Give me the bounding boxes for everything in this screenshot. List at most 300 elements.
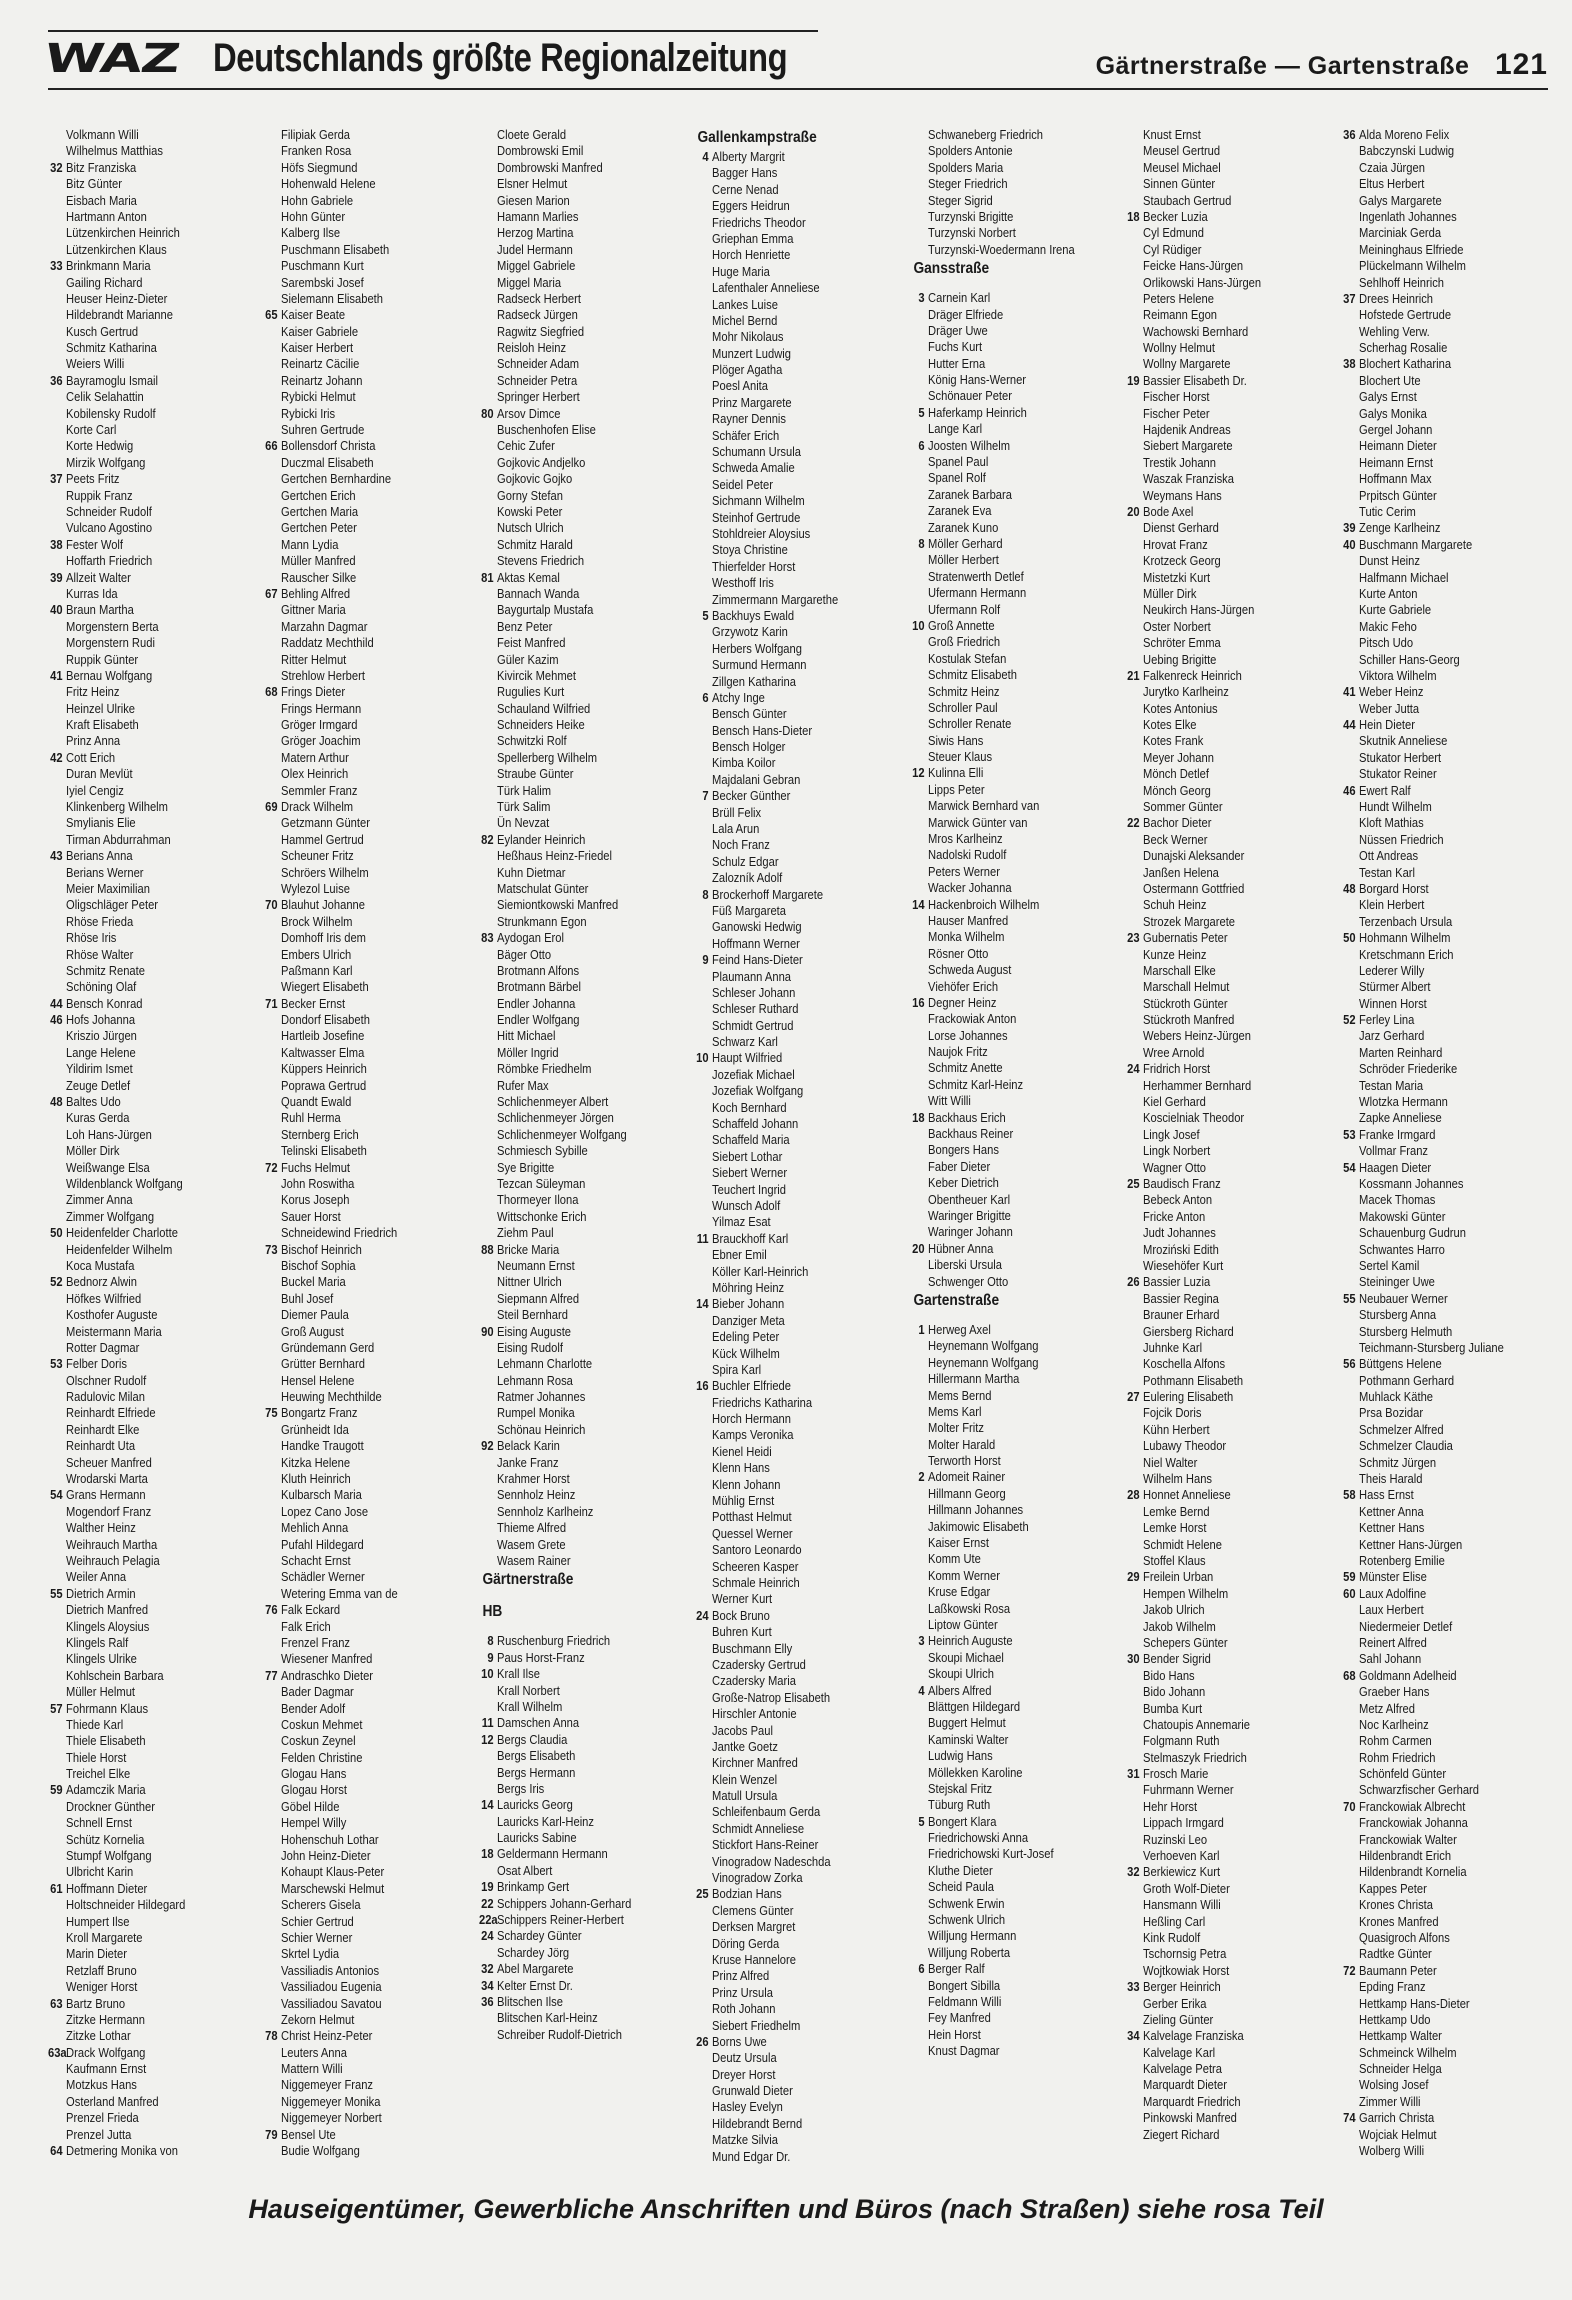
resident-entry bbox=[910, 880, 1090, 896]
resident-entry bbox=[1341, 1750, 1521, 1766]
resident-name: Bensch Holger bbox=[712, 739, 786, 755]
resident-entry bbox=[479, 1732, 659, 1748]
resident-entry bbox=[48, 1094, 228, 1110]
resident-entry bbox=[263, 193, 443, 209]
resident-name: Kalvelage Franziska bbox=[1143, 2028, 1244, 2044]
resident-name: Friedrichowski Kurt-Josef bbox=[927, 1846, 1054, 1862]
resident-name: Herzog Martina bbox=[496, 225, 574, 241]
resident-entry bbox=[263, 1455, 443, 1471]
resident-entry bbox=[48, 1274, 228, 1290]
resident-entry bbox=[1341, 455, 1521, 471]
resident-entry bbox=[263, 324, 443, 340]
resident-entry bbox=[1125, 996, 1305, 1012]
resident-name: Walther Heinz bbox=[66, 1520, 136, 1536]
resident-name: Obentheuer Karl bbox=[927, 1191, 1010, 1207]
resident-name: Meistermann Maria bbox=[66, 1323, 162, 1339]
resident-entry bbox=[910, 176, 1090, 192]
resident-name: Sehlhoff Heinrich bbox=[1358, 274, 1444, 290]
resident-name: Viktora Wilhelm bbox=[1358, 667, 1437, 683]
resident-name: Steuer Klaus bbox=[927, 749, 992, 765]
resident-entry bbox=[910, 929, 1090, 945]
resident-entry bbox=[694, 1182, 874, 1198]
resident-name: Rumpel Monika bbox=[496, 1405, 575, 1421]
resident-entry bbox=[48, 1996, 228, 2012]
resident-entry bbox=[263, 996, 443, 1012]
resident-entry bbox=[910, 749, 1090, 765]
resident-name: Reinhardt Elke bbox=[66, 1421, 140, 1437]
house-number: 70 bbox=[1342, 1798, 1356, 1814]
resident-entry bbox=[263, 1274, 443, 1290]
resident-entry bbox=[263, 1668, 443, 1684]
resident-name: Hübner Anna bbox=[927, 1240, 994, 1256]
resident-name: Brotmann Bärbel bbox=[496, 979, 581, 995]
resident-name: Lala Arun bbox=[712, 821, 760, 837]
resident-entry bbox=[48, 1651, 228, 1667]
resident-name: Siepmann Alfred bbox=[496, 1290, 579, 1306]
resident-name: Drack Wolfgang bbox=[66, 2044, 146, 2060]
resident-entry bbox=[1341, 1881, 1521, 1897]
resident-name: Geldermann Hermann bbox=[496, 1846, 608, 1862]
resident-name: Siemiontkowski Manfred bbox=[496, 897, 619, 913]
resident-entry bbox=[1341, 1209, 1521, 1225]
resident-name: Herhammer Bernhard bbox=[1143, 1077, 1252, 1093]
resident-name: Dräger Elfriede bbox=[927, 306, 1003, 322]
resident-entry bbox=[1341, 2094, 1521, 2110]
resident-name: Frenzel Franz bbox=[281, 1634, 351, 1650]
resident-name: Wlotzka Hermann bbox=[1358, 1094, 1448, 1110]
resident-name: Gojkovic Gojko bbox=[496, 471, 573, 487]
resident-name: Matull Ursula bbox=[712, 1788, 778, 1804]
resident-entry bbox=[479, 1748, 659, 1764]
resident-entry bbox=[694, 1231, 874, 1247]
resident-name: Krall Wilhelm bbox=[496, 1698, 563, 1714]
resident-name: Abel Margarete bbox=[496, 1961, 574, 1977]
resident-name: Bassier Regina bbox=[1143, 1290, 1220, 1306]
resident-name: Bitz Günter bbox=[66, 176, 122, 192]
resident-name: Peters Helene bbox=[1143, 290, 1215, 306]
house-number: 53 bbox=[1342, 1126, 1356, 1142]
resident-entry bbox=[694, 2099, 874, 2115]
resident-entry bbox=[1341, 668, 1521, 684]
resident-name: Koch Bernhard bbox=[712, 1099, 787, 1115]
resident-name: Reinartz Johann bbox=[281, 372, 363, 388]
resident-name: Verhoeven Karl bbox=[1143, 1848, 1220, 1864]
resident-entry bbox=[1341, 2012, 1521, 2028]
resident-name: Laux Adolfine bbox=[1358, 1585, 1426, 1601]
resident-entry bbox=[1341, 930, 1521, 946]
resident-name: Becker Günther bbox=[712, 788, 791, 804]
resident-entry bbox=[479, 455, 659, 471]
resident-name: Schwenger Otto bbox=[927, 1273, 1008, 1289]
resident-entry bbox=[910, 667, 1090, 683]
resident-entry bbox=[910, 1535, 1090, 1551]
resident-entry bbox=[694, 706, 874, 722]
resident-name: Weniger Horst bbox=[66, 1979, 138, 1995]
resident-entry bbox=[910, 487, 1090, 503]
resident-entry bbox=[479, 865, 659, 881]
resident-name: Kusch Gertrud bbox=[66, 323, 139, 339]
resident-name: Schuh Heinz bbox=[1143, 897, 1207, 913]
resident-entry bbox=[1125, 160, 1305, 176]
resident-entry bbox=[1125, 1717, 1305, 1733]
resident-name: Zieling Günter bbox=[1143, 2011, 1214, 2027]
resident-name: Mogendorf Franz bbox=[66, 1503, 152, 1519]
resident-entry bbox=[48, 930, 228, 946]
resident-entry bbox=[1341, 1733, 1521, 1749]
resident-name: Klenn Hans bbox=[712, 1460, 771, 1476]
resident-name: Kluth Heinrich bbox=[281, 1471, 352, 1487]
resident-name: Wree Arnold bbox=[1143, 1044, 1205, 1060]
resident-entry bbox=[1341, 389, 1521, 405]
resident-name: Becker Luzia bbox=[1143, 208, 1208, 224]
resident-entry bbox=[1125, 1127, 1305, 1143]
resident-name: Kuhn Dietmar bbox=[496, 864, 566, 880]
resident-entry bbox=[263, 1012, 443, 1028]
resident-name: Groth Wolf-Dieter bbox=[1143, 1880, 1230, 1896]
resident-name: Hoffmann Dieter bbox=[66, 1880, 148, 1896]
resident-entry bbox=[1341, 832, 1521, 848]
house-number: 11 bbox=[481, 1715, 494, 1731]
resident-entry bbox=[479, 897, 659, 913]
resident-entry bbox=[694, 1411, 874, 1427]
resident-entry bbox=[1125, 1045, 1305, 1061]
resident-entry bbox=[1125, 1848, 1305, 1864]
resident-name: Springer Herbert bbox=[496, 389, 580, 405]
house-number: 38 bbox=[1342, 356, 1356, 372]
house-number: 39 bbox=[50, 569, 63, 585]
resident-entry bbox=[263, 619, 443, 635]
resident-entry bbox=[1125, 979, 1305, 995]
resident-name: Rohm Friedrich bbox=[1358, 1749, 1436, 1765]
resident-entry bbox=[48, 684, 228, 700]
resident-name: Filipiak Gerda bbox=[281, 127, 351, 142]
resident-name: Weiers Willi bbox=[66, 356, 125, 372]
footer-note: Hauseigentümer, Gewerbliche Anschriften und Büros (nach Straßen) siehe rosa Teil bbox=[248, 2194, 1324, 2224]
resident-name: Strunkmann Egon bbox=[496, 913, 587, 929]
resident-entry bbox=[694, 1329, 874, 1345]
resident-entry bbox=[479, 1699, 659, 1715]
resident-entry bbox=[694, 788, 874, 804]
resident-name: Steinhof Gertrude bbox=[712, 509, 801, 525]
resident-entry bbox=[694, 1460, 874, 1476]
newspaper-tagline: Deutschlands größte Regionalzeitung bbox=[213, 36, 788, 80]
resident-name: Hammel Gertrud bbox=[281, 831, 365, 847]
resident-entry bbox=[910, 356, 1090, 372]
resident-name: Poprawa Gertrud bbox=[281, 1077, 367, 1093]
house-number: 53 bbox=[50, 1356, 63, 1372]
resident-entry bbox=[263, 340, 443, 356]
resident-entry bbox=[910, 1928, 1090, 1944]
resident-entry bbox=[48, 1405, 228, 1421]
resident-entry bbox=[910, 1060, 1090, 1076]
header-rule bbox=[48, 88, 1548, 90]
resident-entry bbox=[479, 291, 659, 307]
resident-entry bbox=[694, 805, 874, 821]
resident-entry bbox=[479, 1061, 659, 1077]
resident-name: Schmitz Jürgen bbox=[1358, 1454, 1436, 1470]
resident-entry bbox=[1125, 1996, 1305, 2012]
resident-name: Wacker Johanna bbox=[927, 880, 1012, 896]
resident-name: Sennholz Karlheinz bbox=[496, 1503, 594, 1519]
resident-name: Kalvelage Karl bbox=[1143, 2044, 1216, 2060]
house-number: 18 bbox=[911, 1109, 925, 1125]
resident-entry bbox=[1341, 406, 1521, 422]
running-title: Gärtnerstraße — Gartenstraße bbox=[1095, 52, 1470, 80]
resident-entry bbox=[694, 2034, 874, 2050]
resident-name: Ruhl Herma bbox=[281, 1110, 342, 1126]
resident-name: Matern Arthur bbox=[281, 749, 350, 765]
resident-entry bbox=[48, 2045, 228, 2061]
resident-name: Weber Heinz bbox=[1358, 684, 1424, 700]
resident-entry bbox=[910, 323, 1090, 339]
resident-name: Möller Dirk bbox=[66, 1143, 120, 1159]
house-number: 5 bbox=[918, 404, 925, 420]
resident-name: Schleifenbaum Gerda bbox=[712, 1804, 821, 1820]
house-number: 43 bbox=[50, 848, 63, 864]
resident-name: Schwarz Karl bbox=[712, 1034, 779, 1050]
resident-name: Graeber Hans bbox=[1358, 1684, 1429, 1700]
house-number: 18 bbox=[1127, 208, 1140, 224]
resident-entry bbox=[1125, 2110, 1305, 2126]
resident-name: Borgard Horst bbox=[1358, 880, 1429, 896]
resident-name: Bensch Konrad bbox=[66, 995, 143, 1011]
resident-entry bbox=[910, 470, 1090, 486]
resident-name: Schaffeld Maria bbox=[712, 1132, 790, 1148]
resident-name: Liberski Ursula bbox=[927, 1257, 1002, 1273]
resident-entry bbox=[263, 1405, 443, 1421]
resident-entry bbox=[1341, 356, 1521, 372]
resident-name: Göbel Hilde bbox=[281, 1798, 340, 1814]
resident-entry bbox=[1341, 815, 1521, 831]
resident-name: Metz Alfred bbox=[1358, 1700, 1415, 1716]
resident-entry bbox=[1125, 717, 1305, 733]
resident-entry bbox=[694, 1968, 874, 1984]
resident-entry bbox=[1125, 1651, 1305, 1667]
resident-name: Ufermann Rolf bbox=[927, 601, 1000, 617]
resident-name: Baumann Peter bbox=[1358, 1962, 1437, 1978]
resident-entry bbox=[1341, 2143, 1521, 2159]
resident-entry bbox=[479, 143, 659, 159]
resident-name: Wojtkowiak Horst bbox=[1143, 1962, 1230, 1978]
resident-name: Bensch Hans-Dieter bbox=[712, 722, 813, 738]
resident-entry bbox=[694, 542, 874, 558]
resident-name: Janßen Helena bbox=[1143, 864, 1220, 880]
resident-entry bbox=[479, 996, 659, 1012]
resident-entry bbox=[910, 1994, 1090, 2010]
resident-name: Buschmann Elly bbox=[712, 1640, 793, 1656]
resident-entry bbox=[263, 1864, 443, 1880]
resident-name: Neukirch Hans-Jürgen bbox=[1143, 602, 1255, 618]
resident-name: Reinert Alfred bbox=[1358, 1634, 1427, 1650]
resident-entry bbox=[1125, 1012, 1305, 1028]
resident-name: Quasigroch Alfons bbox=[1358, 1929, 1450, 1945]
resident-entry bbox=[48, 979, 228, 995]
resident-name: Freilein Urban bbox=[1143, 1569, 1214, 1585]
resident-entry bbox=[1341, 1569, 1521, 1585]
resident-name: Zimmer Wolfgang bbox=[66, 1208, 155, 1224]
resident-name: Getzmann Günter bbox=[281, 815, 371, 831]
resident-name: Judel Hermann bbox=[496, 241, 573, 257]
resident-entry bbox=[48, 733, 228, 749]
resident-entry bbox=[48, 356, 228, 372]
resident-entry bbox=[694, 854, 874, 870]
resident-name: Majdalani Gebran bbox=[712, 771, 801, 787]
resident-name: Siebert Lothar bbox=[712, 1148, 783, 1164]
resident-entry bbox=[479, 570, 659, 586]
resident-entry bbox=[694, 395, 874, 411]
resident-name: Kaiser Gabriele bbox=[281, 323, 359, 339]
resident-entry bbox=[694, 378, 874, 394]
resident-entry bbox=[1341, 1012, 1521, 1028]
resident-entry bbox=[263, 865, 443, 881]
resident-entry bbox=[479, 1553, 659, 1569]
resident-entry bbox=[1341, 979, 1521, 995]
resident-name: Rufer Max bbox=[496, 1077, 549, 1093]
resident-entry bbox=[263, 1192, 443, 1208]
resident-entry bbox=[479, 1242, 659, 1258]
resident-name: Huge Maria bbox=[712, 263, 771, 279]
house-number: 12 bbox=[481, 1731, 494, 1747]
resident-name: Ziehm Paul bbox=[496, 1225, 554, 1241]
resident-name: Niggemeyer Franz bbox=[281, 2077, 374, 2093]
resident-entry bbox=[910, 1732, 1090, 1748]
resident-entry bbox=[910, 1781, 1090, 1797]
resident-entry bbox=[694, 739, 874, 755]
resident-entry bbox=[479, 1176, 659, 1192]
resident-name: Frings Dieter bbox=[281, 684, 346, 700]
resident-name: Borns Uwe bbox=[712, 2033, 768, 2049]
resident-name: Schneider Adam bbox=[496, 356, 579, 372]
resident-name: Vollmar Franz bbox=[1358, 1143, 1428, 1159]
house-number: 64 bbox=[50, 2143, 63, 2159]
resident-entry bbox=[48, 799, 228, 815]
resident-name: Schier Gertrud bbox=[281, 1913, 355, 1929]
resident-entry bbox=[1125, 1078, 1305, 1094]
resident-name: Czadersky Maria bbox=[712, 1673, 797, 1689]
resident-name: Stickfort Hans-Reiner bbox=[712, 1837, 819, 1853]
resident-name: Kaminski Walter bbox=[927, 1731, 1009, 1747]
resident-entry bbox=[1125, 2077, 1305, 2093]
resident-name: Lorse Johannes bbox=[927, 1027, 1008, 1043]
resident-name: Mistetzki Kurt bbox=[1143, 569, 1211, 585]
resident-entry bbox=[1341, 160, 1521, 176]
resident-entry bbox=[263, 881, 443, 897]
resident-name: Prsa Bozidar bbox=[1358, 1405, 1423, 1421]
resident-name: Lützenkirchen Klaus bbox=[66, 241, 167, 257]
resident-entry bbox=[694, 690, 874, 706]
resident-entry bbox=[910, 1978, 1090, 1994]
resident-name: Schwenk Erwin bbox=[927, 1895, 1005, 1911]
resident-entry bbox=[1341, 291, 1521, 307]
resident-name: Dondorf Elisabeth bbox=[281, 1012, 371, 1028]
resident-name: Bender Sigrid bbox=[1143, 1651, 1211, 1667]
resident-name: Griephan Emma bbox=[712, 230, 794, 246]
resident-entry bbox=[479, 1896, 659, 1912]
resident-name: Jozefiak Michael bbox=[712, 1066, 795, 1082]
house-number: 16 bbox=[696, 1378, 709, 1394]
resident-name: Iyiel Cengiz bbox=[66, 782, 124, 798]
resident-entry bbox=[48, 1520, 228, 1536]
resident-entry bbox=[1125, 1553, 1305, 1569]
house-number: 56 bbox=[1342, 1356, 1356, 1372]
resident-entry bbox=[48, 1160, 228, 1176]
house-number: 40 bbox=[50, 602, 63, 618]
resident-entry bbox=[694, 1755, 874, 1771]
resident-name: Hempen Wilhelm bbox=[1143, 1585, 1229, 1601]
house-number: 22 bbox=[1127, 815, 1140, 831]
resident-name: Franckowiak Albrecht bbox=[1358, 1798, 1465, 1814]
resident-name: Zeuge Detlef bbox=[66, 1077, 131, 1093]
resident-entry bbox=[910, 815, 1090, 831]
resident-name: Schroller Paul bbox=[927, 699, 998, 715]
resident-name: Schauenburg Gudrun bbox=[1358, 1225, 1466, 1241]
house-number: 10 bbox=[696, 1050, 709, 1066]
resident-name: Hensel Helene bbox=[281, 1372, 355, 1388]
resident-entry bbox=[1341, 1635, 1521, 1651]
resident-entry bbox=[48, 1782, 228, 1798]
resident-name: Staubach Gertrud bbox=[1143, 192, 1232, 208]
resident-entry bbox=[479, 1830, 659, 1846]
resident-entry bbox=[910, 193, 1090, 209]
resident-name: Teuchert Ingrid bbox=[712, 1181, 787, 1197]
resident-name: Meyer Johann bbox=[1143, 749, 1215, 765]
house-number: 77 bbox=[265, 1667, 279, 1683]
resident-entry bbox=[1125, 2012, 1305, 2028]
resident-entry bbox=[694, 2116, 874, 2132]
resident-entry bbox=[479, 963, 659, 979]
resident-name: Radulovic Milan bbox=[66, 1389, 145, 1405]
resident-name: Wehling Verw. bbox=[1358, 323, 1430, 339]
resident-entry bbox=[48, 291, 228, 307]
resident-name: Marschewski Helmut bbox=[281, 1880, 385, 1896]
resident-name: Schmitz Elisabeth bbox=[927, 667, 1017, 683]
resident-name: Türk Salim bbox=[496, 799, 551, 815]
house-number: 24 bbox=[696, 1607, 709, 1623]
resident-entry bbox=[48, 602, 228, 618]
resident-entry bbox=[48, 570, 228, 586]
resident-name: Zaranek Eva bbox=[927, 503, 992, 519]
resident-entry bbox=[263, 1569, 443, 1585]
resident-name: Wasem Grete bbox=[496, 1536, 566, 1552]
house-number: 3 bbox=[918, 290, 925, 306]
resident-entry bbox=[1125, 963, 1305, 979]
resident-entry bbox=[694, 313, 874, 329]
resident-name: Wetering Emma van de bbox=[281, 1585, 399, 1601]
resident-entry bbox=[263, 848, 443, 864]
resident-entry bbox=[694, 198, 874, 214]
resident-name: Detmering Monika von bbox=[66, 2143, 178, 2159]
resident-name: Thierfelder Horst bbox=[712, 558, 796, 574]
resident-entry bbox=[694, 1804, 874, 1820]
resident-entry bbox=[263, 1242, 443, 1258]
resident-entry bbox=[1341, 1471, 1521, 1487]
resident-name: Backhaus Erich bbox=[927, 1109, 1006, 1125]
resident-name: Thiele Elisabeth bbox=[66, 1733, 146, 1749]
house-number: 34 bbox=[1127, 2028, 1140, 2044]
resident-name: Mirzik Wolfgang bbox=[66, 454, 146, 470]
resident-entry bbox=[263, 2094, 443, 2110]
resident-entry bbox=[694, 1116, 874, 1132]
resident-name: Scheuer Manfred bbox=[66, 1454, 152, 1470]
resident-name: Kirchner Manfred bbox=[712, 1755, 799, 1771]
resident-entry bbox=[910, 1159, 1090, 1175]
resident-entry bbox=[48, 422, 228, 438]
resident-name: Czaia Jürgen bbox=[1358, 159, 1425, 175]
resident-entry bbox=[694, 1427, 874, 1443]
house-number: 88 bbox=[481, 1241, 494, 1257]
resident-entry bbox=[1125, 1504, 1305, 1520]
resident-entry bbox=[694, 215, 874, 231]
